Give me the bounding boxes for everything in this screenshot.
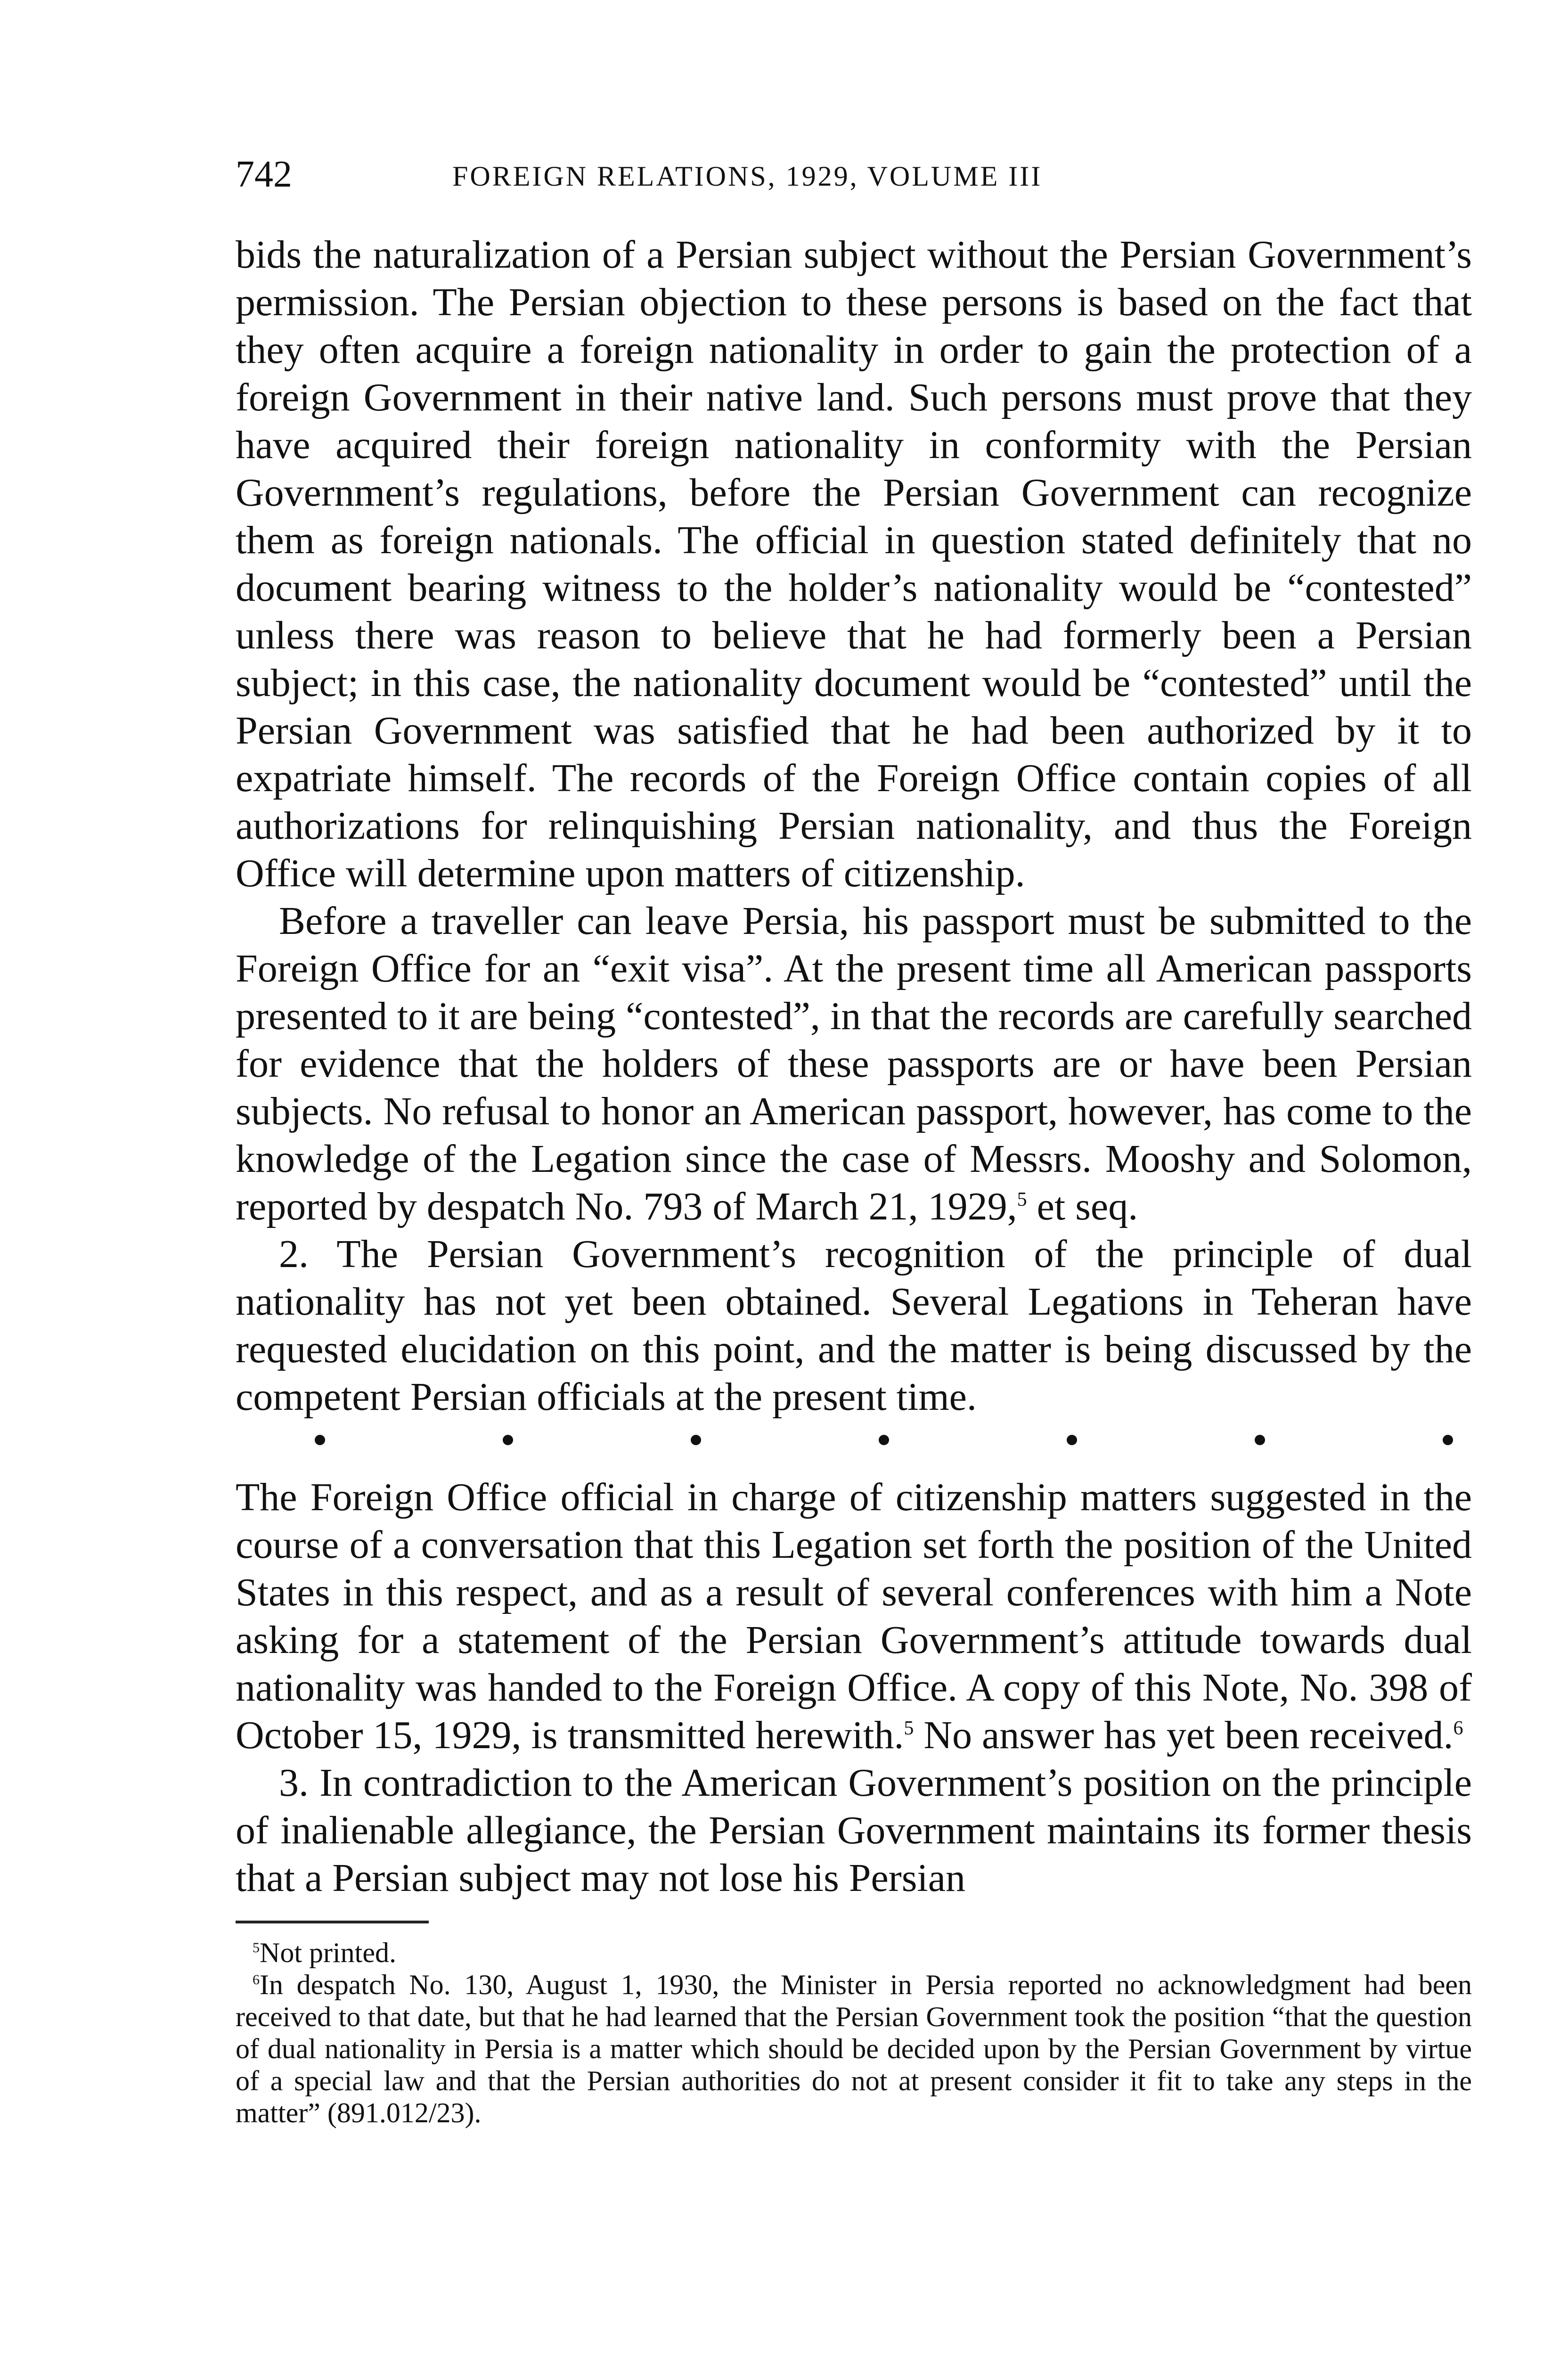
ellipsis-dot bbox=[1255, 1435, 1265, 1445]
ellipsis-dot bbox=[879, 1435, 889, 1445]
running-head: FOREIGN RELATIONS, 1929, VOLUME III bbox=[452, 161, 1043, 192]
ellipsis-dot bbox=[1443, 1435, 1453, 1445]
ellipsis-dot bbox=[503, 1435, 513, 1445]
ellipsis-dot bbox=[691, 1435, 701, 1445]
footnotes bbox=[236, 1937, 1472, 2129]
paragraph-2-end: et seq. bbox=[1027, 1185, 1138, 1228]
footnote-marker-5: 5 bbox=[253, 1940, 260, 1955]
page-header bbox=[236, 155, 1472, 207]
ellipsis-dot bbox=[315, 1435, 325, 1445]
paragraph-3: 2. The Persian Government’s recognition of the principle of dual nationality has not yet been obtained. Several Legations in Teheran have requested elucidation on this point, and the matter is being discussed by the competent Persian officials at the present time. bbox=[236, 1232, 1472, 1419]
paragraph-5: 3. In contradiction to the American Government’s position on the principle of inalienable allegiance, the Persian Government maintains its former thesis that a Persian subject may not lose his Persian bbox=[236, 1761, 1472, 1900]
paragraph-2-text: Before a traveller can leave Persia, his passport must be submitted to the Foreign Office for an “exit visa”. At the present time all American passports presented to it are being “contested”, in that the records are carefully searched for evidence that the holders of these passports are or have been Persian subjects. No refusal to honor an American passport, however, has come to the knowledge of the Legation since the case of Messrs. Mooshy and Solomon, reported by despatch No. 793 of March 21, 1929, bbox=[236, 899, 1472, 1228]
footnote-ref-6: 6 bbox=[1453, 1718, 1463, 1739]
footnote-ref-5: 5 bbox=[904, 1718, 914, 1739]
footnote-5 bbox=[236, 1937, 1472, 1969]
footnote-ref-5: 5 bbox=[1017, 1189, 1027, 1211]
footnote-divider bbox=[236, 1921, 429, 1923]
paragraph-4-text: The Foreign Office official in charge of citizenship matters suggested in the course of a conversation that this Legation set forth the position of the United States in this respect, and as a result of several conferences with him a Note asking for a statement of the Persian Government’s attitude towards dual nationality was handed to the Foreign Office. A copy of this Note, No. 398 of October 15, 1929, is transmitted herewith. bbox=[236, 1475, 1472, 1757]
paragraph-2 bbox=[236, 897, 1472, 1230]
footnote-5-text: Not printed. bbox=[260, 1937, 396, 1968]
paragraph-1: bids the naturalization of a Persian subject without the Persian Government’s permission. The Persian objection to these persons is based on the fact that they often acquire a foreign nationality in order to gain the protection of a foreign Government in their native land. Such persons must prove that they have acquired their foreign nationality in conformity with the Persian Government’s regulations, before the Persian Government can recognize them as foreign nationals. The official in question stated definitely that no document bearing witness to the holder’s nationality would be “contested” unless there was reason to believe that he had formerly been a Persian subject; in this case, the nationality document would be “contested” until the Persian Government was satisfied that he had been authorized by it to expatriate himself. The records of the Foreign Office contain copies of all authorizations for relinquishing Persian nationality, and thus the Foreign Office will determine upon matters of citizenship. bbox=[236, 233, 1472, 895]
footnote-marker-6: 6 bbox=[253, 1972, 260, 1988]
omission-ellipsis bbox=[236, 1435, 1472, 1445]
paragraph-4 bbox=[236, 1473, 1472, 1759]
body-text bbox=[236, 231, 1472, 1902]
document-page bbox=[236, 155, 1472, 2129]
page-number: 742 bbox=[236, 154, 292, 195]
ellipsis-dot bbox=[1067, 1435, 1077, 1445]
paragraph-4-mid: No answer has yet been received. bbox=[914, 1713, 1454, 1757]
footnote-6 bbox=[236, 1969, 1472, 2129]
footnote-6-text: In despatch No. 130, August 1, 1930, the Minister in Persia reported no acknowledgment had been received to that date, but that he had learned that the Persian Government took the position “that the question of dual nationality in Persia is a matter which should be decided upon by the Persian Government by virtue of a special law and that the Persian authorities do not at present consider it fit to take any steps in the matter” (891.012/23). bbox=[236, 1969, 1472, 2128]
